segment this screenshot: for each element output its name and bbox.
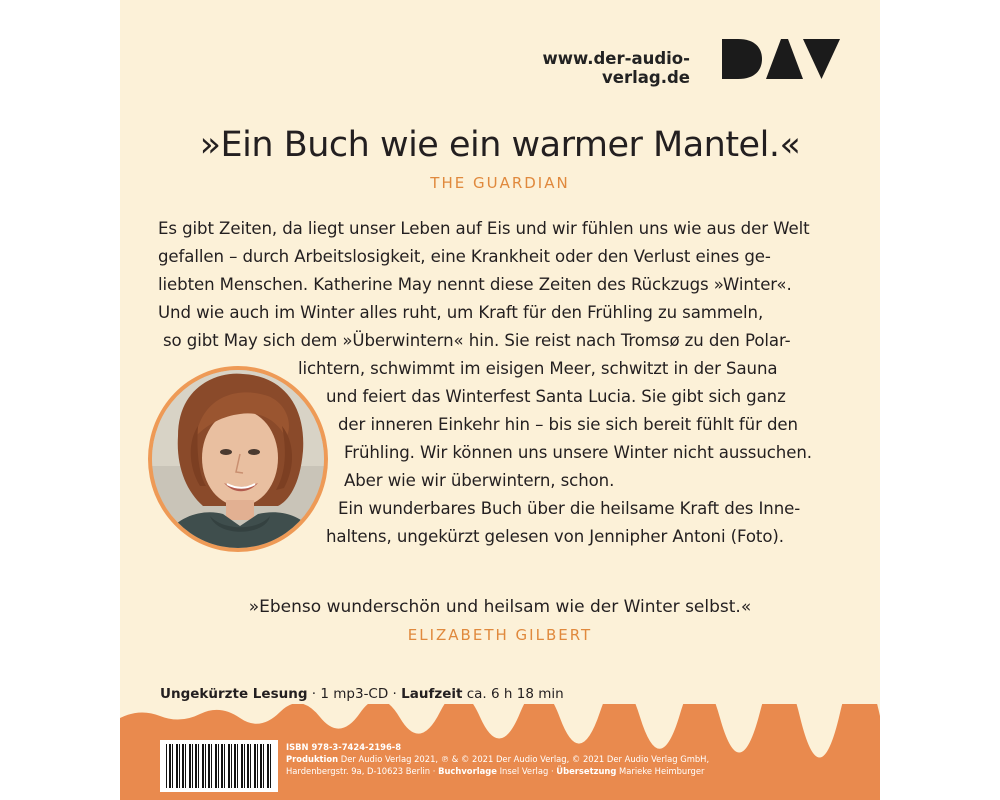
production-text: Der Audio Verlag 2021, ℗ & © 2021 Der Audio Verlag, © 2021 Der Audio Verlag GmbH,: [338, 754, 710, 764]
body-line: Aber wie wir überwintern, schon.: [344, 471, 615, 490]
main-quote-source: THE GUARDIAN: [430, 174, 570, 192]
isbn: ISBN 978-3-7424-2196-8: [286, 742, 402, 752]
barcode-bars: [166, 744, 272, 788]
address-text: Hardenbergstr. 9a, D-10623 Berlin ·: [286, 766, 439, 776]
body-line: gefallen – durch Arbeitslosigkeit, eine Krankheit oder den Verlust eines ge-: [158, 247, 771, 266]
body-line: haltens, ungekürzt gelesen von Jennipher Antoni (Foto).: [326, 527, 784, 546]
second-quote: »Ebenso wunderschön und heilsam wie der Winter selbst.«: [248, 597, 752, 617]
narrator-photo: [148, 366, 328, 552]
translation-label: Übersetzung: [556, 766, 617, 776]
product-info: [160, 686, 564, 702]
body-line: und feiert das Winterfest Santa Lucia. Sie gibt sich ganz: [326, 387, 786, 406]
runtime-value: ca. 6 h 18 min: [462, 686, 564, 702]
body-line: der inneren Einkehr hin – bis sie sich bereit fühlt für den: [338, 415, 798, 434]
body-line: Frühling. Wir können uns unsere Winter nicht aussuchen.: [344, 443, 812, 462]
template-text: Insel Verlag ·: [496, 766, 557, 776]
unabridged-label: Ungekürzte Lesung: [160, 686, 308, 702]
translation-text: Marieke Heimburger: [616, 766, 705, 776]
legal-info: [286, 741, 709, 777]
format-info: · 1 mp3-CD ·: [307, 686, 402, 702]
body-line: so gibt May sich dem »Überwintern« hin. Sie reist nach Tromsø zu den Polar-: [163, 331, 791, 350]
barcode: [160, 740, 278, 792]
body-line: Es gibt Zeiten, da liegt unser Leben auf Eis und wir fühlen uns wie aus der Welt: [158, 219, 810, 238]
production-label: Produktion: [286, 754, 339, 764]
body-line: Und wie auch im Winter alles ruht, um Kraft für den Frühling zu sammeln,: [158, 303, 764, 322]
runtime-label: Laufzeit: [401, 686, 463, 702]
template-label: Buchvorlage: [438, 766, 497, 776]
body-line: Ein wunderbares Buch über die heilsame Kraft des Inne-: [338, 499, 801, 518]
body-line: liebten Menschen. Katherine May nennt diese Zeiten des Rückzugs »Winter«.: [158, 275, 792, 294]
body-line: lichtern, schwimmt im eisigen Meer, schwitzt in der Sauna: [298, 359, 778, 378]
publisher-url[interactable]: www.der-audio-verlag.de: [542, 49, 690, 87]
second-quote-source: ELIZABETH GILBERT: [407, 626, 593, 644]
main-quote: »Ein Buch wie ein warmer Mantel.«: [199, 125, 801, 165]
cd-back-cover: [120, 0, 880, 800]
dav-logo: [722, 38, 840, 80]
